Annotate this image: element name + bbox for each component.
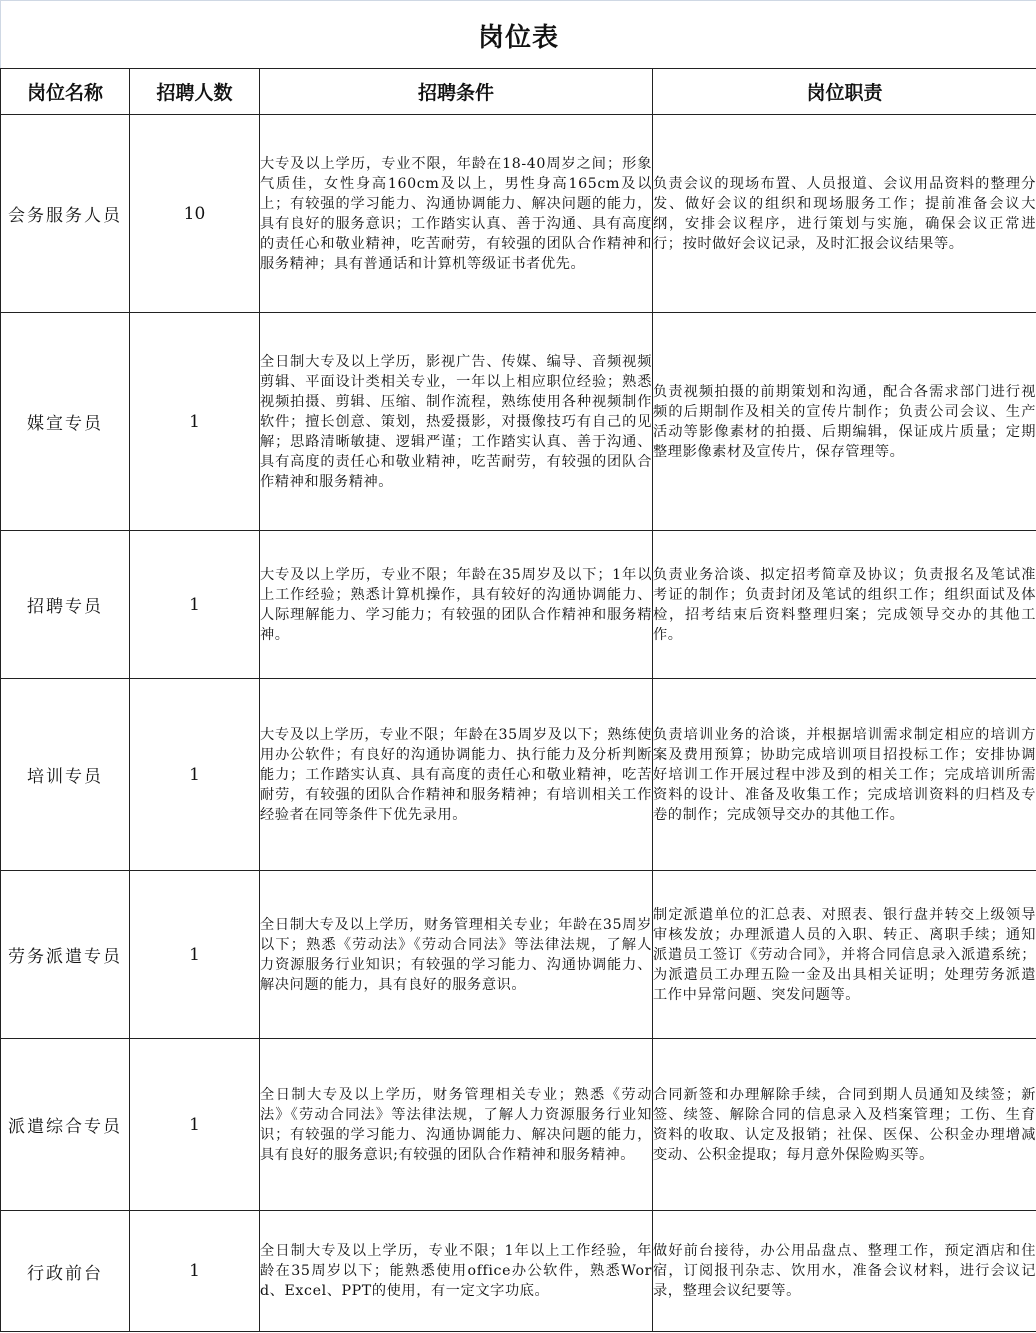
requirements-cell: 全日制大专及以上学历，财务管理相关专业；熟悉《劳动法》《劳动合同法》等法律法规，了解人力资源服务行业知识；有较强的学习能力、沟通协调能力、解决问题的能力，具有良好的服务意识;有较强的团队合作精神和服务精神。	[260, 1039, 653, 1211]
duties-cell: 负责视频拍摄的前期策划和沟通，配合各需求部门进行视频的后期制作及相关的宣传片制作；负责公司会议、生产活动等影像素材的拍摄、后期编辑，保证成片质量；定期整理影像素材及宣传片，保存管理等。	[653, 313, 1036, 531]
header-position-name: 岗位名称	[1, 69, 130, 115]
position-name: 行政前台	[1, 1211, 130, 1332]
table-row	[1, 1211, 1036, 1332]
duties-cell: 负责培训业务的洽谈，并根据培训需求制定相应的培训方案及费用预算；协助完成培训项目招投标工作；安排协调好培训工作开展过程中涉及到的相关工作；完成培训所需资料的设计、准备及收集工作；完成培训资料的归档及专卷的制作；完成领导交办的其他工作。	[653, 679, 1036, 871]
duties-cell: 负责业务洽谈、拟定招考简章及协议；负责报名及笔试准考证的制作；负责封闭及笔试的组织工作；组织面试及体检，招考结束后资料整理归案；完成领导交办的其他工作。	[653, 531, 1036, 679]
page-title: 岗位表	[477, 22, 559, 53]
header-duties: 岗位职责	[653, 69, 1036, 115]
duties-cell: 做好前台接待，办公用品盘点、整理工作，预定酒店和住宿，订阅报刊杂志、饮用水，准备会议材料，进行会议记录，整理会议纪要等。	[653, 1211, 1036, 1332]
table-row	[1, 313, 1036, 531]
header-requirements: 招聘条件	[260, 69, 653, 115]
table-row	[1, 679, 1036, 871]
requirements-cell: 大专及以上学历，专业不限；年龄在35周岁及以下；1年以上工作经验；熟悉计算机操作，具有较好的沟通协调能力、人际理解能力、学习能力；有较强的团队合作精神和服务精神。	[260, 531, 653, 679]
headcount: 1	[130, 679, 260, 871]
table-row	[1, 871, 1036, 1039]
requirements-cell: 全日制大专及以上学历，影视广告、传媒、编导、音频视频剪辑、平面设计类相关专业，一年以上相应职位经验；熟悉视频拍摄、剪辑、压缩、制作流程，熟练使用各种视频制作软件；擅长创意、策划，热爱摄影，对摄像技巧有自己的见解；思路清晰敏捷、逻辑严谨；工作踏实认真、善于沟通、具有高度的责任心和敬业精神，吃苦耐劳，有较强的团队合作精神和服务精神。	[260, 313, 653, 531]
job-table	[0, 68, 1036, 1332]
requirements-cell: 全日制大专及以上学历，财务管理相关专业；年龄在35周岁以下；熟悉《劳动法》《劳动合同法》等法律法规，了解人力资源服务行业知识；有较强的学习能力、沟通协调能力、解决问题的能力，具有良好的服务意识。	[260, 871, 653, 1039]
headcount: 10	[130, 115, 260, 313]
duties-cell: 制定派遣单位的汇总表、对照表、银行盘并转交上级领导审核发放；办理派遣人员的入职、转正、离职手续；通知派遣员工签订《劳动合同》，并将合同信息录入派遣系统；为派遣员工办理五险一金及出具相关证明；处理劳务派遣工作中异常问题、突发问题等。	[653, 871, 1036, 1039]
header-row	[1, 69, 1036, 115]
duties-cell: 负责会议的现场布置、人员报道、会议用品资料的整理分发、做好会议的组织和现场服务工作；提前准备会议大纲，安排会议程序，进行策划与实施，确保会议正常进行；按时做好会议记录，及时汇报会议结果等。	[653, 115, 1036, 313]
headcount: 1	[130, 531, 260, 679]
headcount: 1	[130, 1211, 260, 1332]
table-row	[1, 115, 1036, 313]
headcount: 1	[130, 313, 260, 531]
position-name: 媒宣专员	[1, 313, 130, 531]
table-row	[1, 531, 1036, 679]
position-name: 培训专员	[1, 679, 130, 871]
header-headcount: 招聘人数	[130, 69, 260, 115]
table-row	[1, 1039, 1036, 1211]
requirements-cell: 大专及以上学历，专业不限，年龄在18-40周岁之间；形象气质佳，女性身高160cm及以上，男性身高165cm及以上；有较强的学习能力、沟通协调能力、解决问题的能力，具有良好的服务意识；工作踏实认真、善于沟通、具有高度的责任心和敬业精神，吃苦耐劳，有较强的团队合作精神和服务精神；具有普通话和计算机等级证书者优先。	[260, 115, 653, 313]
duties-cell: 合同新签和办理解除手续，合同到期人员通知及续签；新签、续签、解除合同的信息录入及档案管理；工伤、生育资料的收取、认定及报销；社保、医保、公积金办理增减变动、公积金提取；每月意外保险购买等。	[653, 1039, 1036, 1211]
requirements-cell: 全日制大专及以上学历，专业不限；1年以上工作经验，年龄在35周岁以下；能熟悉使用office办公软件，熟悉Word、Excel、PPT的使用，有一定文字功底。	[260, 1211, 653, 1332]
headcount: 1	[130, 1039, 260, 1211]
position-name: 招聘专员	[1, 531, 130, 679]
requirements-cell: 大专及以上学历，专业不限；年龄在35周岁及以下；熟练使用办公软件；有良好的沟通协调能力、执行能力及分析判断能力；工作踏实认真、具有高度的责任心和敬业精神，吃苦耐劳，有较强的团队合作精神和服务精神；有培训相关工作经验者在同等条件下优先录用。	[260, 679, 653, 871]
position-name: 会务服务人员	[1, 115, 130, 313]
position-name: 劳务派遣专员	[1, 871, 130, 1039]
title-bar	[0, 0, 1036, 69]
headcount: 1	[130, 871, 260, 1039]
position-name: 派遣综合专员	[1, 1039, 130, 1211]
